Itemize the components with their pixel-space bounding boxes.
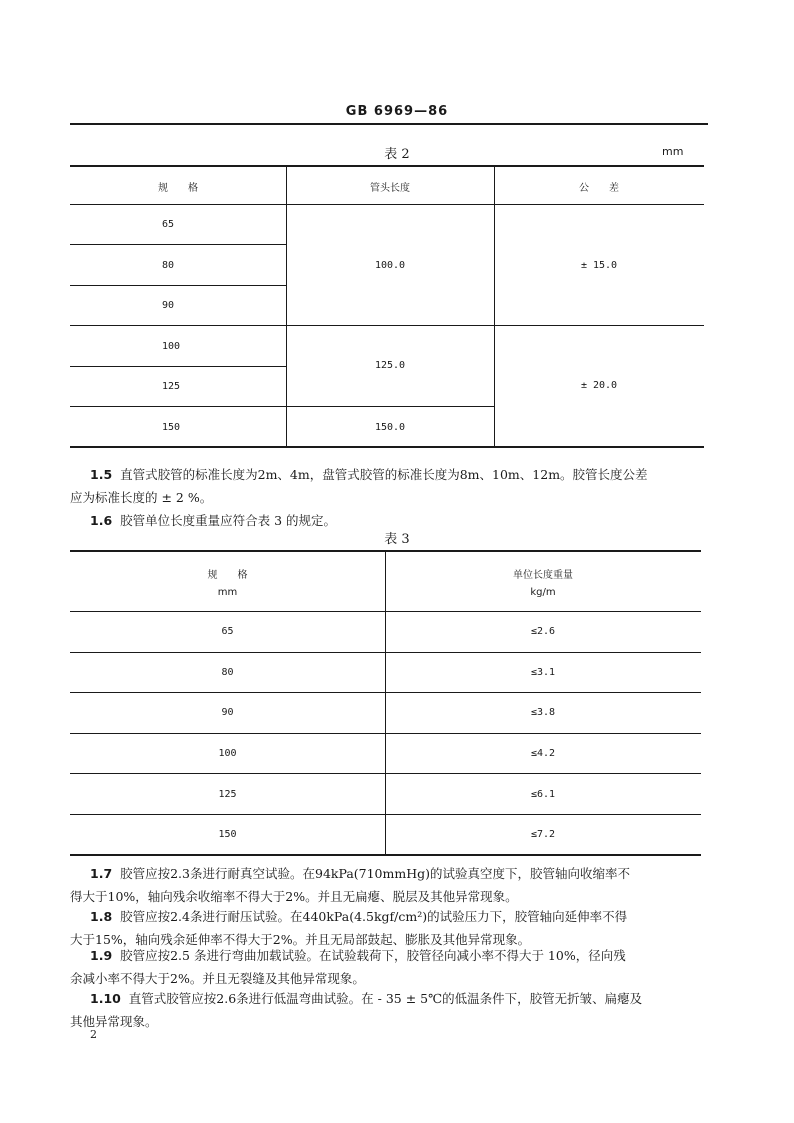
table3-spec: 65: [221, 626, 234, 637]
standard-header: GB 6969—86: [345, 104, 449, 119]
clause-text: 胶管应按2.5 条进行弯曲加载试验。在试验载荷下，胶管径向减小率不得大于 10%，径向残: [120, 948, 626, 963]
table2-spec: 65: [162, 219, 175, 230]
clause-text: 余减小率不得大于2%。并且无裂缝及其他异常现象。: [70, 971, 365, 986]
clause-number: 1.5: [90, 467, 113, 482]
table2-spec: 150: [162, 422, 181, 433]
table3-weight: ≤4.2: [530, 748, 556, 759]
clause-text: 胶管单位长度重量应符合表 3 的规定。: [120, 513, 337, 528]
table2-row-rule: [70, 406, 494, 407]
table3-weight: ≤3.8: [530, 707, 556, 718]
table2-col-divider: [494, 166, 495, 447]
table3-weight: ≤6.1: [530, 789, 556, 800]
table2-spec: 90: [162, 300, 175, 311]
table2-unit: mm: [662, 145, 684, 158]
table3-header-weight: 单位长度重量: [513, 570, 573, 581]
table2-header-spec: 规 格: [158, 183, 198, 194]
table2-length: 150.0: [374, 422, 406, 433]
table2-spec: 125: [162, 381, 181, 392]
table3-weight: ≤2.6: [530, 626, 556, 637]
header-rule: [70, 123, 708, 125]
clause-1-7: [70, 862, 702, 908]
table2-group-rule: [70, 325, 704, 326]
clause-number: 1.8: [90, 909, 113, 924]
clause-text: 其他异常现象。: [70, 1014, 158, 1029]
table3-header-weight-unit: kg/m: [530, 587, 556, 598]
table2-row-rule: [70, 366, 286, 367]
table3-header-spec: 规 格: [207, 570, 248, 581]
table3-weight: ≤7.2: [530, 829, 556, 840]
clause-number: 1.6: [90, 513, 113, 528]
clause-1-9: [70, 944, 702, 990]
table2-tolerance: ± 15.0: [580, 260, 618, 271]
table2-header-tolerance: 公 差: [579, 183, 619, 194]
table3-spec: 125: [218, 789, 237, 800]
table2-tolerance: ± 20.0: [580, 380, 618, 391]
clause-text: 应为标准长度的 ± 2 %。: [70, 490, 213, 505]
clause-text: 得大于10%，轴向残余收缩率不得大于2%。并且无扁瘪、脱层及其他异常现象。: [70, 889, 518, 904]
clause-number: 1.7: [90, 866, 113, 881]
table2-top-rule: [70, 165, 704, 167]
clause-text: 直管式胶管应按2.6条进行低温弯曲试验。在 - 35 ± 5℃的低温条件下，胶管无折皱、扁瘪及: [128, 991, 643, 1006]
clause-text: 胶管应按2.4条进行耐压试验。在440kPa(4.5kgf/cm²)的试验压力下，胶管轴向延伸率不得: [120, 909, 628, 924]
clause-1-5: [70, 463, 702, 509]
table2-row-rule: [70, 244, 286, 245]
table2-caption: 表 2: [384, 147, 410, 162]
clause-1-10: [70, 987, 702, 1033]
table3-spec: 80: [221, 667, 234, 678]
table2-spec: 100: [162, 341, 181, 352]
table3-spec: 100: [218, 748, 237, 759]
clause-text: 大于15%，轴向残余延伸率不得大于2%。并且无局部鼓起、膨胀及其他异常现象。: [70, 932, 531, 947]
table3-header-spec-unit: mm: [217, 587, 238, 598]
page-number: 2: [90, 1028, 97, 1041]
clause-number: 1.9: [90, 948, 113, 963]
clause-number: 1.10: [90, 991, 121, 1006]
table2-col-divider: [286, 166, 287, 447]
table2-bottom-rule: [70, 446, 704, 448]
table3-caption: 表 3: [384, 532, 410, 547]
clause-text: 直管式胶管的标准长度为2m、4m，盘管式胶管的标准长度为8m、10m、12m。胶管长度公差: [120, 467, 648, 482]
table2-length: 125.0: [374, 360, 406, 371]
table3-spec: 150: [218, 829, 237, 840]
clause-text: 胶管应按2.3条进行耐真空试验。在94kPa(710mmHg)的试验真空度下，胶管轴向收缩率不: [120, 866, 630, 881]
table2-row-rule: [70, 285, 286, 286]
table2-length: 100.0: [374, 260, 406, 271]
table2-spec: 80: [162, 260, 175, 271]
table2-header-rule: [70, 204, 704, 205]
table3-weight: ≤3.1: [530, 667, 556, 678]
table3-spec: 90: [221, 707, 234, 718]
table2-header-length: 管头长度: [370, 183, 410, 194]
